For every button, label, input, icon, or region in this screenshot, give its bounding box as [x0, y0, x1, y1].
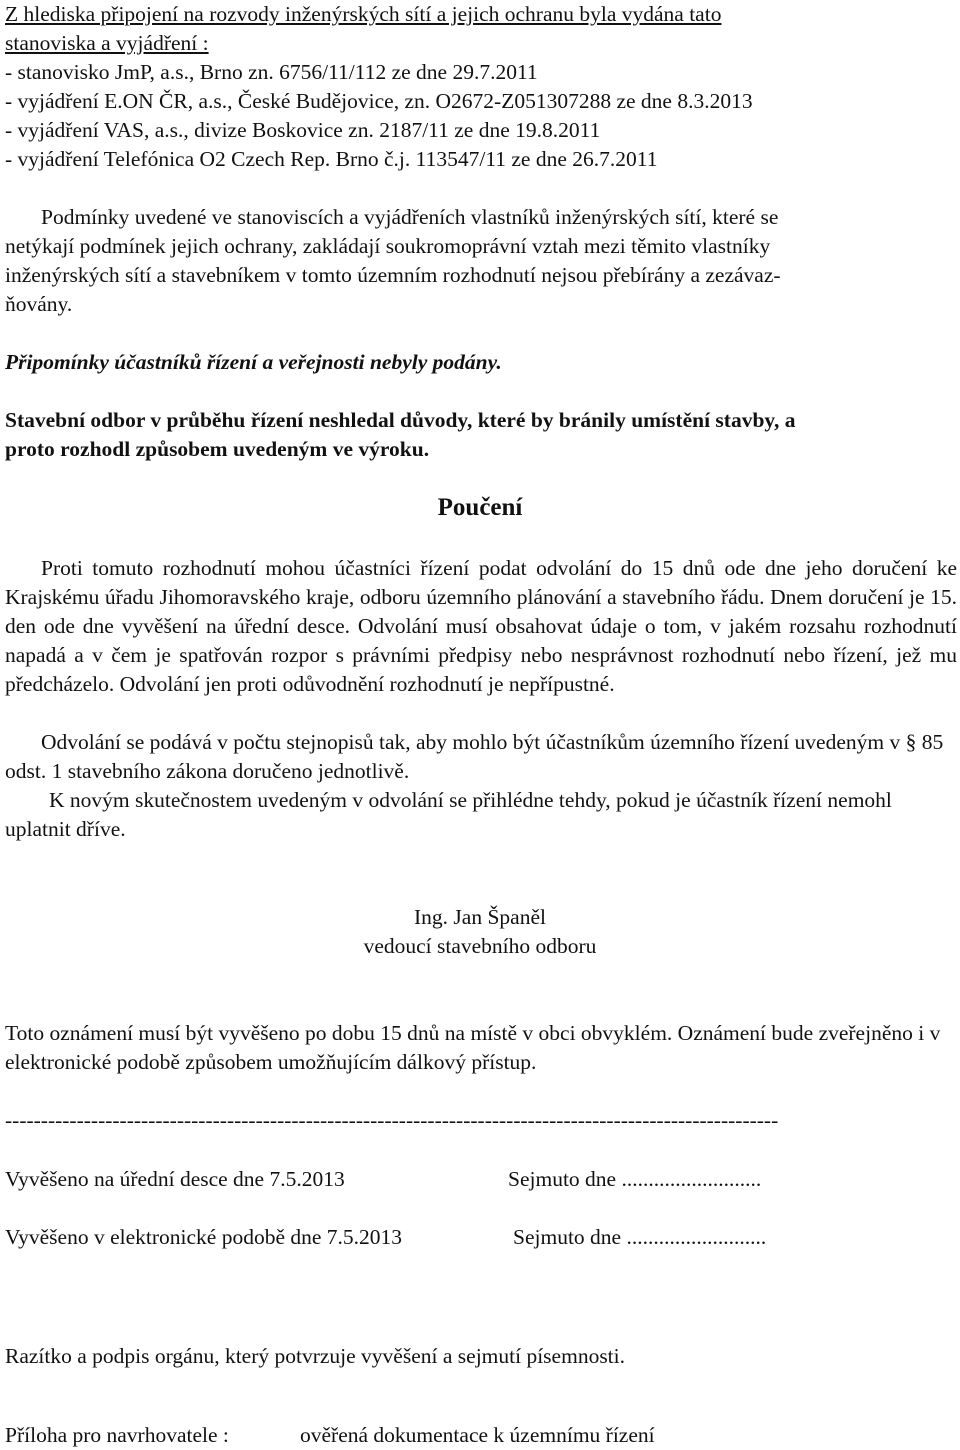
- posted-on-board: Vyvěšeno na úřední desce dne 7.5.2013: [5, 1167, 345, 1191]
- conditions-line: Podmínky uvedené ve stanoviscích a vyjádřeních vlastníků inženýrských sítí, které se: [41, 205, 779, 229]
- posting-row-board: [5, 1165, 762, 1194]
- intro-line-1: Z hlediska připojení na rozvody inženýrských sítí a jejich ochranu byla vydána tato: [5, 2, 722, 26]
- conditions-line: ňovány.: [5, 292, 73, 316]
- conditions-line: netýkají podmínek jejich ochrany, zakládají soukromoprávní vztah mezi těmito vlastníky: [5, 234, 771, 258]
- attachment-row: [5, 1421, 655, 1450]
- statement-item: - vyjádření E.ON ČR, a.s., České Budějovice, zn. O2672-Z051307288 ze dne 8.3.2013: [5, 89, 753, 113]
- posting-row-electronic: [5, 1223, 767, 1252]
- signatory-role: vedoucí stavebního odboru: [363, 934, 597, 958]
- stamp-note: Razítko a podpis orgánu, který potvrzuje vyvěšení a sejmutí písemnosti.: [5, 1344, 626, 1368]
- decision-line-1: Stavební odbor v průběhu řízení neshledal důvody, které by bránily umístění stavby, a: [5, 408, 796, 432]
- instruction-paragraph-1: Proti tomuto rozhodnutí mohou účastníci řízení podat odvolání do 15 dnů ode dne jeho doručení ke Krajskému úřadu Jihomoravského kraje, odboru územního plánování a stavebního řádu. Dnem doručení je 15. den ode dne vyvěšení na úřední desce. Odvolání musí obsahovat údaje o tom, v jakém rozsahu rozhodnutí napadá a v čem je spatřován rozpor s právními předpisy nebo nesprávnost rozhodnutí nebo řízení, jež mu předcházelo. Odvolání jen proti odůvodnění rozhodnutí je nepřípustné.: [5, 556, 957, 696]
- removed-on-board: Sejmuto dne ..........................: [508, 1167, 762, 1191]
- separator-line: ------------------------------------------------------------------------------------------------------------: [5, 1108, 779, 1132]
- signatory-name: Ing. Jan Španěl: [414, 905, 546, 929]
- instruction-heading: Poučení: [437, 494, 523, 521]
- statement-item: - vyjádření VAS, a.s., divize Boskovice zn. 2187/11 ze dne 19.8.2011: [5, 118, 601, 142]
- attachment-value: ověřená dokumentace k územnímu řízení: [300, 1423, 655, 1447]
- statement-item: - stanovisko JmP, a.s., Brno zn. 6756/11/112 ze dne 29.7.2011: [5, 60, 538, 84]
- removed-electronically: Sejmuto dne ..........................: [513, 1225, 767, 1249]
- instruction-paragraph-2: Odvolání se podává v počtu stejnopisů tak, aby mohlo být účastníkům územního řízení uvedeným v § 85 odst. 1 stavebního zákona doručeno jednotlivě.: [5, 730, 944, 783]
- posting-notice: Toto oznámení musí být vyvěšeno po dobu 15 dnů na místě v obci obvyklém. Oznámení bude zveřejněno i v elektronické podobě způsobem umožňujícím dálkový přístup.: [5, 1021, 941, 1074]
- instruction-paragraph-3: K novým skutečnostem uvedeným v odvolání se přihlédne tehdy, pokud je účastník řízení nemohl uplatnit dříve.: [5, 788, 892, 841]
- comments-note: Připomínky účastníků řízení a veřejnosti nebyly podány.: [5, 350, 502, 374]
- attachment-label: Příloha pro navrhovatele :: [5, 1423, 229, 1447]
- decision-line-2: proto rozhodl způsobem uvedeným ve výroku.: [5, 437, 430, 461]
- intro-line-2: stanoviska a vyjádření :: [5, 31, 209, 55]
- conditions-line: inženýrských sítí a stavebníkem v tomto územním rozhodnutí nejsou přebírány a zezávaz-: [5, 263, 781, 287]
- statement-item: - vyjádření Telefónica O2 Czech Rep. Brno č.j. 113547/11 ze dne 26.7.2011: [5, 147, 658, 171]
- posted-electronically: Vyvěšeno v elektronické podobě dne 7.5.2013: [5, 1225, 403, 1249]
